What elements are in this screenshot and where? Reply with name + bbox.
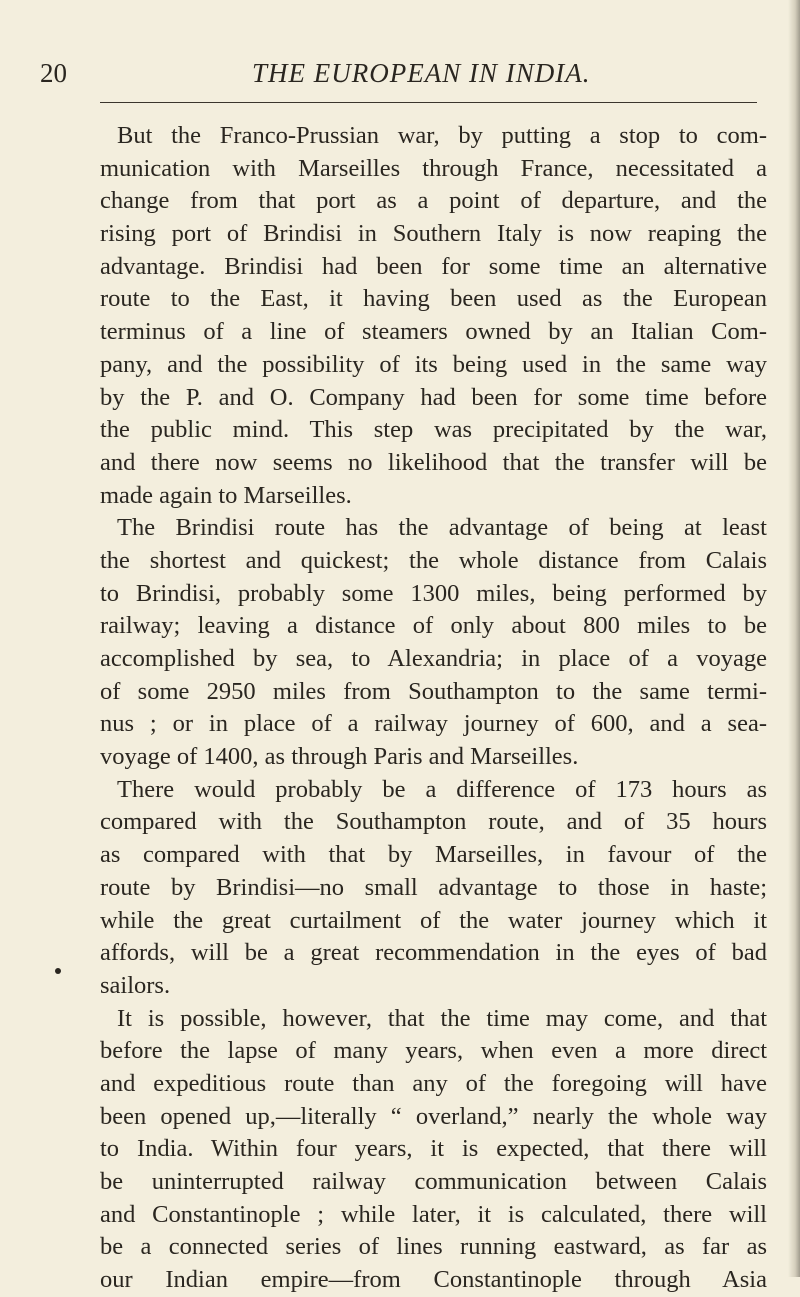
running-head: THE EUROPEAN IN INDIA. — [252, 58, 591, 88]
text-line: But the Franco-Prussian war, by putting a stop to com- — [117, 122, 767, 149]
text-line: nus ; or in place of a railway journey of 600, and a sea- — [100, 710, 767, 738]
text-line: the shortest and quickest; the whole distance from Calais — [100, 546, 767, 574]
text-line: while the great curtailment of the water journey which it — [100, 906, 767, 934]
text-line: of some 2950 miles from Southampton to the same termi- — [100, 677, 767, 705]
text-line: There would probably be a difference of 173 hours as — [117, 775, 767, 803]
text-line: the public mind. This step was precipitated by the war, — [100, 416, 767, 444]
text-line: and there now seems no likelihood that the transfer will be — [100, 448, 767, 476]
text-line: our Indian empire—from Constantinople through Asia — [100, 1266, 767, 1294]
text-line: as compared with that by Marseilles, in favour of the — [100, 841, 767, 869]
text-line: affords, will be a great recommendation in the eyes of bad — [100, 939, 767, 967]
text-line: The Brindisi route has the advantage of being at least — [117, 514, 767, 542]
page-edge-shadow — [788, 0, 800, 1277]
paragraph — [100, 774, 767, 1003]
text-line: by the P. and O. Company had been for some time before — [100, 383, 767, 411]
text-line: before the lapse of many years, when even a more direct — [100, 1037, 767, 1065]
text-line: sailors. — [100, 971, 171, 999]
header-rule — [100, 102, 757, 103]
text-line: be uninterrupted railway communication between Calais — [100, 1168, 767, 1195]
text-line: to Brindisi, probably some 1300 miles, being performed by — [100, 579, 767, 607]
text-line: and expeditious route than any of the foregoing will have — [100, 1069, 767, 1097]
text-line: advantage. Brindisi had been for some time an alternative — [100, 252, 767, 280]
text-line: voyage of 1400, as through Paris and Marseilles. — [100, 743, 579, 771]
text-line: railway; leaving a distance of only about 800 miles to be — [100, 612, 767, 640]
text-line: pany, and the possibility of its being used in the same way — [100, 350, 767, 378]
text-line: been opened up,—literally “ overland,” nearly the whole way — [100, 1102, 767, 1130]
text-line: It is possible, however, that the time may come, and that — [117, 1004, 767, 1032]
text-line: terminus of a line of steamers owned by an Italian Com- — [100, 318, 767, 346]
margin-mark — [55, 968, 61, 974]
text-line: be a connected series of lines running eastward, as far as — [100, 1233, 767, 1261]
text-line: munication with Marseilles through France, necessitated a — [100, 154, 767, 182]
paragraph — [100, 120, 767, 512]
text-line: made again to Marseilles. — [100, 481, 352, 509]
paragraph — [100, 512, 767, 774]
text-line: route by Brindisi—no small advantage to those in haste; — [100, 873, 767, 901]
text-line: to India. Within four years, it is expected, that there will — [100, 1135, 767, 1163]
body-text — [100, 120, 767, 1297]
text-line: accomplished by sea, to Alexandria; in place of a voyage — [100, 645, 767, 672]
text-line: compared with the Southampton route, and of 35 hours — [100, 808, 767, 836]
page-header — [0, 55, 800, 91]
text-line: and Constantinople ; while later, it is calculated, there will — [100, 1200, 767, 1228]
paragraph — [100, 1003, 767, 1297]
text-line: change from that port as a point of departure, and the — [100, 187, 767, 215]
text-line: rising port of Brindisi in Southern Italy is now reaping the — [100, 220, 767, 248]
text-line: route to the East, it having been used as the European — [100, 285, 767, 313]
page-number: 20 — [40, 58, 67, 88]
